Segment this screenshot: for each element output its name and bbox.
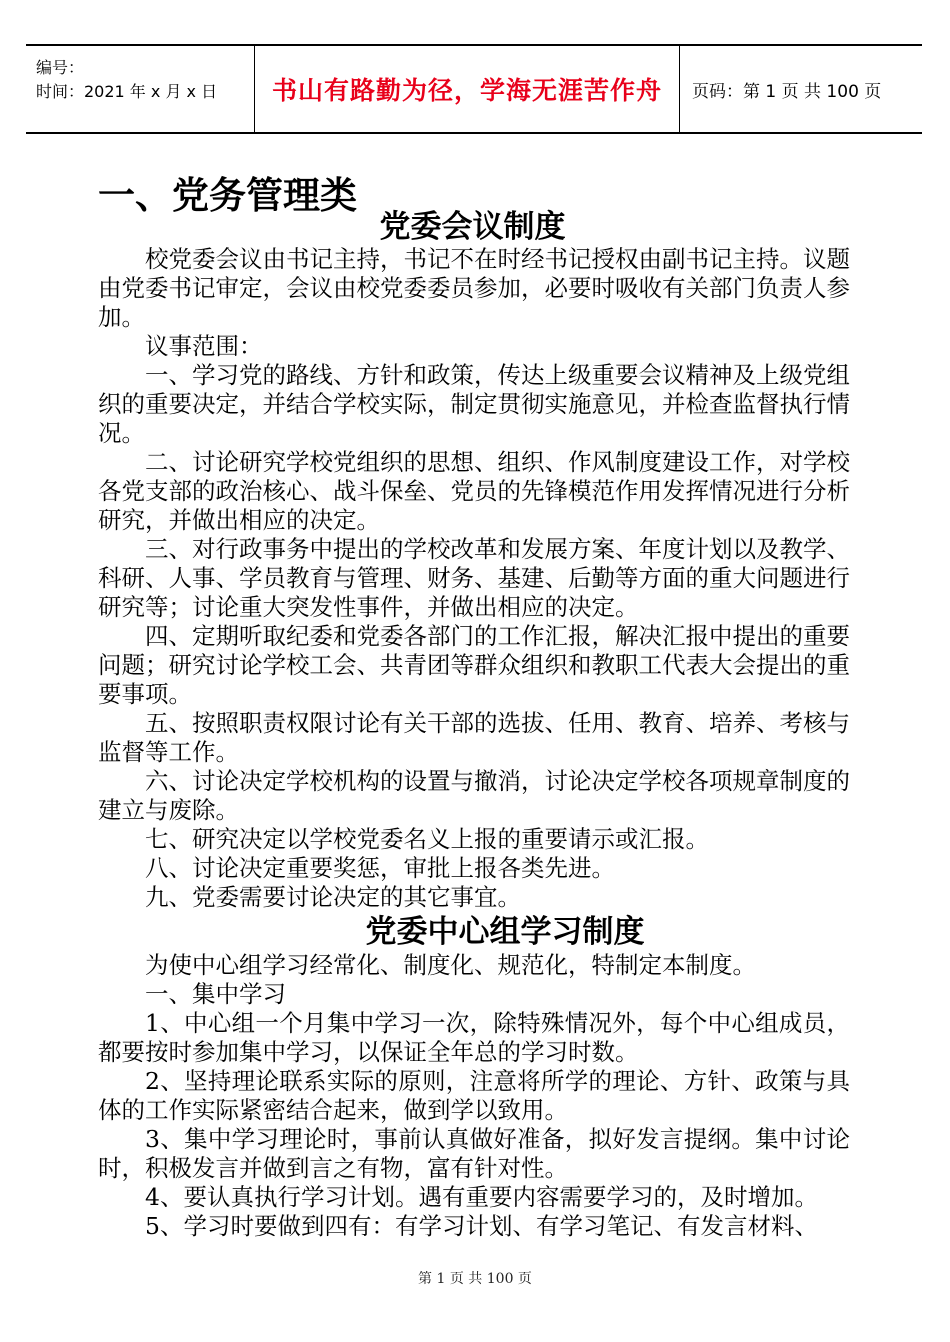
doc1-paragraph: 九、党委需要讨论决定的其它事宜。	[145, 883, 521, 911]
time-label: 时间：2021 年 x 月 x 日	[36, 82, 218, 101]
doc1-paragraph: 校党委会议由书记主持，书记不在时经书记授权由副书记主持。议题由党委书记审定，会议由校党委委员参加，必要时吸收有关部门负责人参加。	[98, 245, 850, 331]
doc1-paragraph: 二、讨论研究学校党组织的思想、组织、作风制度建设工作，对学校各党支部的政治核心、战斗保垒、党员的先锋模范作用发挥情况进行分析研究，并做出相应的决定。	[98, 448, 850, 534]
doc2-paragraph: 5、学习时要做到四有：有学习计划、有学习笔记、有发言材料、	[145, 1212, 818, 1240]
doc2-paragraph: 为使中心组学习经常化、制度化、规范化，特制定本制度。	[145, 951, 756, 979]
doc1-paragraph: 六、讨论决定学校机构的设置与撤消，讨论决定学校各项规章制度的建立与废除。	[98, 767, 850, 824]
doc1-paragraph: 七、研究决定以学校党委名义上报的重要请示或汇报。	[145, 825, 709, 853]
doc1-paragraph: 三、对行政事务中提出的学校改革和发展方案、年度计划以及教学、科研、人事、学员教育与管理、财务、基建、后勤等方面的重大问题进行研究等；讨论重大突发性事件，并做出相应的决定。	[98, 535, 850, 621]
header-page-info: 页码：第 1 页 共 100 页	[692, 81, 882, 102]
doc2-title: 党委中心组学习制度	[365, 914, 645, 950]
doc1-body	[98, 245, 850, 912]
doc2-paragraph: 4、要认真执行学习计划。遇有重要内容需要学习的，及时增加。	[145, 1183, 818, 1211]
doc2-paragraph: 一、集中学习	[145, 980, 286, 1008]
number-label: 编号：	[36, 58, 85, 77]
header-motto: 书山有路勤为径，学海无涯苦作舟	[254, 46, 680, 132]
page-footer: 第 1 页 共 100 页	[418, 1271, 532, 1287]
doc1-paragraph: 四、定期听取纪委和党委各部门的工作汇报，解决汇报中提出的重要问题；研究讨论学校工会、共青团等群众组织和教职工代表大会提出的重要事项。	[98, 622, 850, 708]
doc1-paragraph: 五、按照职责权限讨论有关干部的选拔、任用、教育、培养、考核与监督等工作。	[98, 709, 850, 766]
header-meta	[26, 46, 254, 132]
section-title: 一、党务管理类	[98, 174, 357, 217]
doc2-paragraph: 3、集中学习理论时，事前认真做好准备，拟好发言提纲。集中讨论时，积极发言并做到言之有物，富有针对性。	[98, 1125, 850, 1182]
doc2-body	[98, 951, 850, 1241]
doc1-paragraph: 议事范围：	[145, 332, 263, 360]
doc1-paragraph: 八、讨论决定重要奖惩，审批上报各类先进。	[145, 854, 615, 882]
doc1-paragraph: 一、学习党的路线、方针和政策，传达上级重要会议精神及上级党组织的重要决定，并结合学校实际，制定贯彻实施意见，并检查监督执行情况。	[98, 361, 850, 447]
doc2-paragraph: 1、中心组一个月集中学习一次，除特殊情况外，每个中心组成员，都要按时参加集中学习，以保证全年总的学习时数。	[98, 1009, 850, 1066]
doc1-title: 党委会议制度	[379, 209, 566, 245]
doc2-paragraph: 2、坚持理论联系实际的原则，注意将所学的理论、方针、政策与具体的工作实际紧密结合起来，做到学以致用。	[98, 1067, 850, 1124]
page-header	[26, 44, 922, 134]
